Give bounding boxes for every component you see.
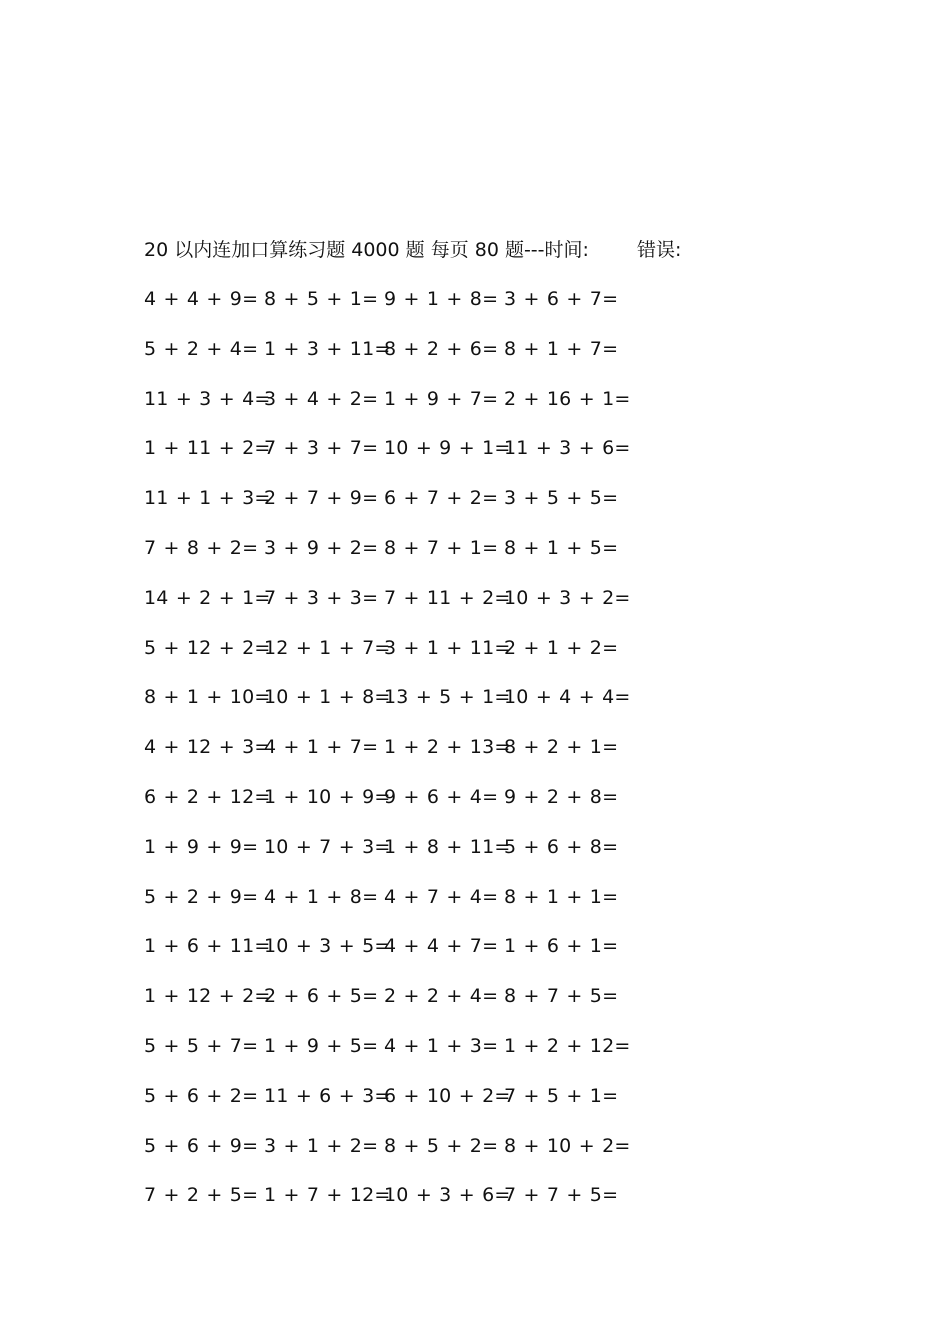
problem-item: 8 + 2 + 6=: [384, 337, 499, 360]
problem-item: 6 + 2 + 12=: [144, 785, 271, 808]
problem-item: 8 + 10 + 2=: [504, 1134, 631, 1157]
problem-item: 4 + 12 + 3=: [144, 736, 271, 759]
problem-item: 3 + 4 + 2=: [264, 387, 379, 410]
problem-row: [140, 484, 700, 534]
problem-item: 5 + 6 + 2=: [144, 1084, 259, 1107]
problem-item: 5 + 6 + 9=: [144, 1134, 259, 1157]
problem-item: 1 + 6 + 11=: [144, 935, 271, 958]
problem-item: 8 + 5 + 2=: [384, 1134, 499, 1157]
problem-item: 5 + 12 + 2=: [144, 636, 271, 659]
problem-item: 4 + 1 + 8=: [264, 885, 379, 908]
problem-item: 7 + 5 + 1=: [504, 1084, 619, 1107]
problem-item: 6 + 7 + 2=: [384, 487, 499, 510]
problem-row: [140, 634, 700, 684]
problem-item: 1 + 10 + 9=: [264, 785, 391, 808]
problem-item: 4 + 4 + 7=: [384, 935, 499, 958]
problem-item: 4 + 4 + 9=: [144, 288, 259, 310]
problem-row: [140, 833, 700, 883]
problem-row: [140, 982, 700, 1032]
problem-row: [140, 584, 700, 634]
problem-row: [140, 385, 700, 435]
problem-item: 1 + 2 + 12=: [504, 1034, 631, 1057]
problem-row: [140, 1132, 700, 1182]
problem-item: 1 + 6 + 1=: [504, 935, 619, 958]
problem-item: 8 + 1 + 7=: [504, 337, 619, 360]
problem-item: 6 + 10 + 2=: [384, 1084, 511, 1107]
problem-row: [140, 534, 700, 584]
problem-item: 9 + 1 + 8=: [384, 288, 499, 310]
problem-item: 3 + 1 + 11=: [384, 636, 511, 659]
problem-item: 11 + 1 + 3=: [144, 487, 271, 510]
problem-item: 8 + 1 + 1=: [504, 885, 619, 908]
problem-item: 12 + 1 + 7=: [264, 636, 391, 659]
problem-row: [140, 883, 700, 933]
errors-label: 错误:: [637, 239, 682, 261]
problem-item: 4 + 1 + 7=: [264, 736, 379, 759]
problem-row: [140, 733, 700, 783]
problem-item: 1 + 11 + 2=: [144, 437, 271, 460]
problem-row: [140, 1032, 700, 1082]
problem-item: 10 + 1 + 8=: [264, 686, 391, 709]
problem-item: 8 + 7 + 1=: [384, 536, 499, 559]
problem-item: 7 + 11 + 2=: [384, 586, 511, 609]
problem-row: [140, 285, 700, 335]
problem-item: 1 + 9 + 5=: [264, 1034, 379, 1057]
problem-row: [140, 1181, 700, 1231]
problem-item: 3 + 1 + 2=: [264, 1134, 379, 1157]
problem-item: 4 + 1 + 3=: [384, 1034, 499, 1057]
problem-item: 4 + 7 + 4=: [384, 885, 499, 908]
problem-item: 10 + 4 + 4=: [504, 686, 631, 709]
problem-item: 7 + 7 + 5=: [504, 1184, 619, 1207]
problem-item: 2 + 7 + 9=: [264, 487, 379, 510]
problem-item: 14 + 2 + 1=: [144, 586, 271, 609]
problem-item: 5 + 2 + 9=: [144, 885, 259, 908]
problem-item: 10 + 3 + 6=: [384, 1184, 511, 1207]
problem-item: 2 + 1 + 2=: [504, 636, 619, 659]
problem-item: 8 + 5 + 1=: [264, 288, 379, 310]
problem-item: 13 + 5 + 1=: [384, 686, 511, 709]
problem-item: 2 + 2 + 4=: [384, 985, 499, 1008]
problem-item: 1 + 12 + 2=: [144, 985, 271, 1008]
problem-row: [140, 932, 700, 982]
problem-item: 8 + 2 + 1=: [504, 736, 619, 759]
problem-item: 3 + 9 + 2=: [264, 536, 379, 559]
problem-item: 5 + 5 + 7=: [144, 1034, 259, 1057]
problem-item: 9 + 6 + 4=: [384, 785, 499, 808]
problem-item: 3 + 5 + 5=: [504, 487, 619, 510]
problem-item: 2 + 16 + 1=: [504, 387, 631, 410]
problem-item: 5 + 2 + 4=: [144, 337, 259, 360]
problem-item: 9 + 2 + 8=: [504, 785, 619, 808]
problem-row: [140, 434, 700, 484]
problem-item: 8 + 1 + 10=: [144, 686, 271, 709]
problem-item: 11 + 3 + 6=: [504, 437, 631, 460]
problem-item: 3 + 6 + 7=: [504, 288, 619, 310]
problem-row: [140, 683, 700, 733]
problem-item: 5 + 6 + 8=: [504, 835, 619, 858]
problem-item: 7 + 2 + 5=: [144, 1184, 259, 1207]
problem-grid: [140, 285, 700, 1231]
problem-item: 1 + 9 + 9=: [144, 835, 259, 858]
problem-item: 2 + 6 + 5=: [264, 985, 379, 1008]
problem-item: 10 + 3 + 5=: [264, 935, 391, 958]
problem-item: 1 + 9 + 7=: [384, 387, 499, 410]
problem-item: 8 + 1 + 5=: [504, 536, 619, 559]
problem-item: 11 + 3 + 4=: [144, 387, 271, 410]
problem-row: [140, 335, 700, 385]
problem-item: 1 + 8 + 11=: [384, 835, 511, 858]
worksheet-header: [144, 236, 682, 264]
problem-item: 10 + 7 + 3=: [264, 835, 391, 858]
problem-item: 1 + 3 + 11=: [264, 337, 391, 360]
problem-row: [140, 1082, 700, 1132]
problem-item: 7 + 3 + 7=: [264, 437, 379, 460]
problem-item: 11 + 6 + 3=: [264, 1084, 391, 1107]
worksheet-title: 20 以内连加口算练习题 4000 题 每页 80 题---时间:: [144, 239, 589, 261]
problem-item: 7 + 8 + 2=: [144, 536, 259, 559]
problem-item: 7 + 3 + 3=: [264, 586, 379, 609]
problem-item: 10 + 3 + 2=: [504, 586, 631, 609]
problem-item: 1 + 7 + 12=: [264, 1184, 391, 1207]
problem-item: 1 + 2 + 13=: [384, 736, 511, 759]
problem-row: [140, 783, 700, 833]
problem-item: 10 + 9 + 1=: [384, 437, 511, 460]
problem-item: 8 + 7 + 5=: [504, 985, 619, 1008]
